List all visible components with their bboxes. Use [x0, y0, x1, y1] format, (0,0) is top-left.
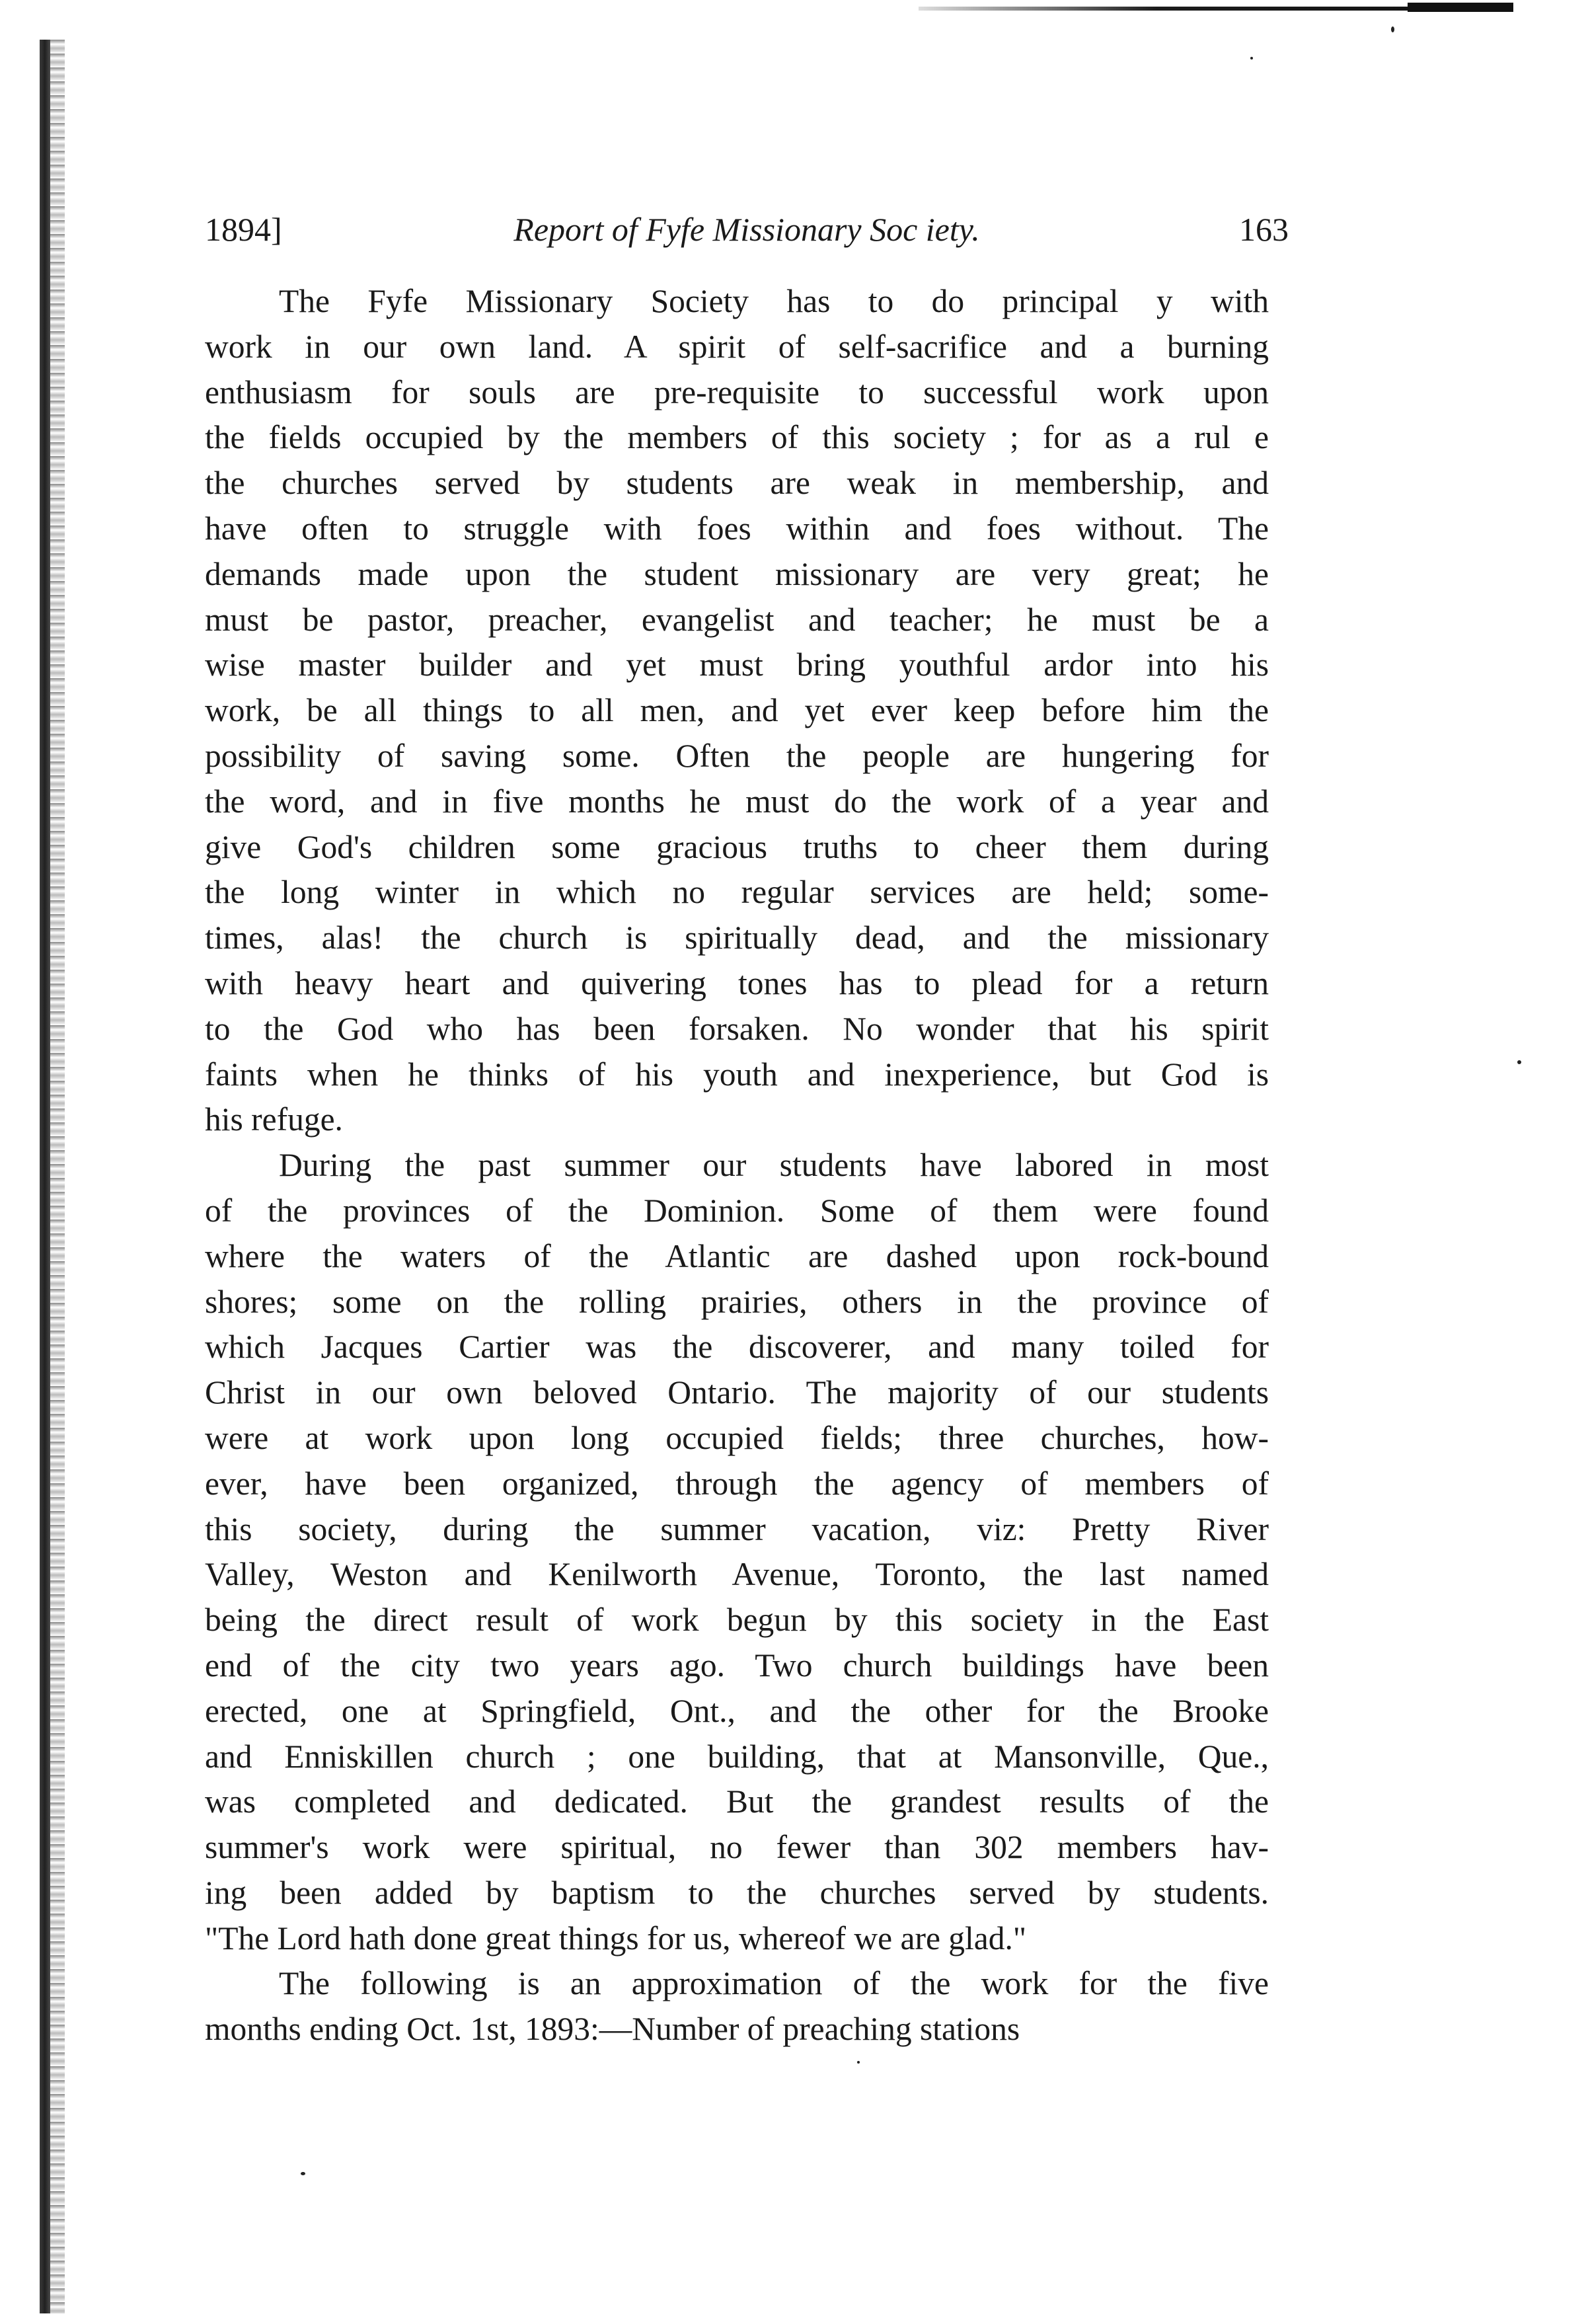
text-line: the long winter in which no regular services are held; some-: [205, 874, 1269, 911]
scan-speck: [1517, 1060, 1521, 1064]
text-line: where the waters of the Atlantic are dashed upon rock-bound: [205, 1237, 1269, 1274]
text-line: "The Lord hath done great things for us, whereof we are glad.": [205, 1919, 1027, 1956]
text-line: being the direct result of work begun by this society in the East: [205, 1602, 1269, 1639]
header-title: Report of Fyfe Missionary Soc iety.: [513, 211, 980, 248]
text-line: give God's children some gracious truths to cheer them during: [205, 828, 1269, 865]
text-line: summer's work were spiritual, no fewer than 302 members hav-: [205, 1829, 1269, 1866]
text-line: ing been added by baptism to the churches served by students.: [205, 1874, 1269, 1911]
running-header: [205, 206, 1289, 252]
text-line: which Jacques Cartier was the discoverer, and many toiled for: [205, 1329, 1269, 1366]
page-number: 163: [1239, 211, 1289, 248]
text-line: this society, during the summer vacation, viz: Pretty River: [205, 1510, 1269, 1547]
text-line: shores; some on the rolling prairies, others in the province of: [205, 1283, 1269, 1320]
text-line: ever, have been organized, through the agency of members of: [205, 1465, 1269, 1502]
text-line: the churches served by students are weak in membership, and: [205, 465, 1269, 502]
text-line: times, alas! the church is spiritually dead, and the missionary: [205, 919, 1269, 956]
text-line: and Enniskillen church ; one building, that at Mansonville, Que.,: [205, 1738, 1269, 1775]
text-line: were at work upon long occupied fields; three churches, how-: [205, 1419, 1269, 1456]
text-line: must be pastor, preacher, evangelist and teacher; he must be a: [205, 601, 1269, 638]
text-line: During the past summer our students have labored in most: [279, 1147, 1269, 1184]
text-line: The Fyfe Missionary Society has to do principal y with: [279, 283, 1269, 319]
text-line: possibility of saving some. Often the people are hungering for: [205, 737, 1269, 774]
text-line: Valley, Weston and Kenilworth Avenue, Toronto, the last named: [205, 1556, 1269, 1593]
text-line: to the God who has been forsaken. No wonder that his spirit: [205, 1010, 1269, 1047]
text-line: have often to struggle with foes within and foes without. The: [205, 510, 1269, 547]
text-line: his refuge.: [205, 1101, 343, 1138]
text-line: erected, one at Springfield, Ont., and the other for the Brooke: [205, 1692, 1269, 1729]
text-line: work in our own land. A spirit of self-sacrifice and a burning: [205, 328, 1269, 365]
text-line: of the provinces of the Dominion. Some of them were found: [205, 1192, 1269, 1229]
scan-top-rule-thick: [1408, 3, 1513, 12]
header-year: 1894]: [205, 211, 282, 248]
paragraph: [205, 1961, 1269, 2052]
text-line: the fields occupied by the members of this society ; for as a rul e: [205, 419, 1269, 456]
text-line: enthusiasm for souls are pre-requisite to successful work upon: [205, 373, 1269, 410]
scan-speck: [301, 2172, 305, 2175]
article-body: [205, 279, 1269, 2052]
text-line: was completed and dedicated. But the grandest results of the: [205, 1783, 1269, 1820]
text-line: faints when he thinks of his youth and inexperience, but God is: [205, 1056, 1269, 1093]
text-line: demands made upon the student missionary are very great; he: [205, 555, 1269, 592]
scan-speck: [1391, 26, 1394, 32]
text-line: with heavy heart and quivering tones has to plead for a return: [205, 964, 1269, 1001]
text-line: The following is an approximation of the work for the five: [279, 1965, 1269, 2002]
text-line: Christ in our own beloved Ontario. The majority of our students: [205, 1374, 1269, 1411]
text-line: end of the city two years ago. Two church buildings have been: [205, 1646, 1269, 1684]
scan-binding-fringe: [50, 40, 65, 2313]
scan-binding-edge: [40, 40, 50, 2313]
text-line: months ending Oct. 1st, 1893:—Number of preaching stations: [205, 2011, 1020, 2048]
text-line: the word, and in five months he must do the work of a year and: [205, 783, 1269, 820]
paragraph: [205, 1143, 1269, 1961]
paragraph: [205, 279, 1269, 1143]
scan-speck: [857, 2061, 860, 2064]
text-line: work, be all things to all men, and yet ever keep before him the: [205, 692, 1269, 729]
scan-speck: [1250, 57, 1253, 59]
text-line: wise master builder and yet must bring youthful ardor into his: [205, 646, 1269, 683]
